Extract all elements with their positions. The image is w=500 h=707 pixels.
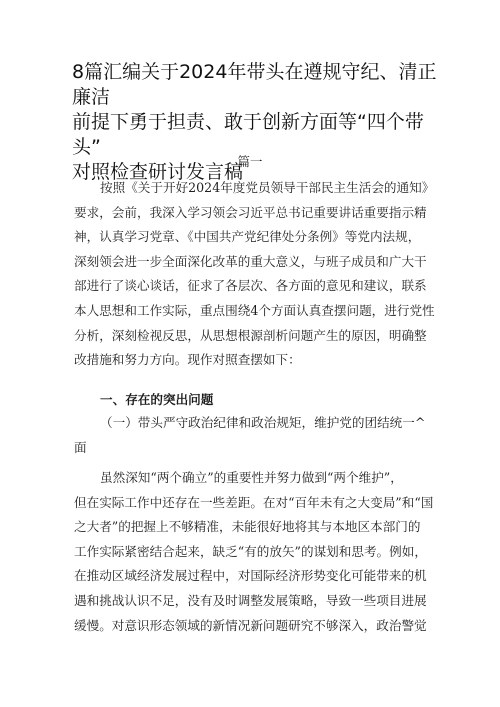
- title-line: 8篇汇编关于2024年带头在遵规守纪、清正廉洁: [72, 61, 437, 108]
- paragraph-line: 部进行了谈心谈话，征求了各层次、各方面的意见和建议，联系: [74, 278, 427, 294]
- paragraph-line: 虽然深知“两个确立”的重要性并努力做到“两个维护”，: [100, 470, 403, 485]
- subheading: [74, 411, 436, 460]
- paragraph-line: 按照《关于开好2024年度党员领导干部民主生活会的通知》: [100, 180, 435, 195]
- paragraph-line: 但在实际工作中还存在一些差距。在对“百年未有之大变局”和“国: [74, 494, 434, 510]
- paragraph-line: 改措施和努力方向。现作对照查摆如下：: [74, 352, 301, 368]
- body-paragraph: [74, 466, 436, 638]
- paragraph-line: 分析，深刻检视反思，从思想根源剖析问题产生的原因，明确整: [74, 327, 427, 343]
- paragraph-line: 工作实际紧密结合起来，缺乏“有的放矢”的谋划和思考。例如，: [74, 543, 427, 559]
- subheading-line: （一）带头严守政治纪律和政治规矩，维护党的团结统一^: [100, 415, 426, 430]
- title-line: 对照检查研讨发言稿: [72, 161, 244, 183]
- intro-paragraph: [74, 176, 436, 373]
- paragraph-line: 神，认真学习党章、《中国共产党纪律处分条例》等党内法规，: [74, 229, 421, 245]
- paragraph-line: 缓慢。对意识形态领域的新情况新问题研究不够深入，政治警觉: [74, 617, 427, 633]
- title-line: 前提下勇于担责、敢于创新方面等“四个带头”: [72, 111, 424, 158]
- paragraph-line: 之大者”的把握上不够精准，未能很好地将其与本地区本部门的: [74, 519, 421, 535]
- subheading-line: 面: [74, 439, 87, 455]
- paragraph-line: 遇和挑战认识不足，没有及时调整发展策略，导致一些项目进展: [74, 592, 427, 608]
- paragraph-line: 本人思想和工作实际，重点围绕4个方面认真查摆问题，进行党性: [74, 302, 435, 318]
- heading-one: 一、存在的突出问题: [100, 392, 214, 407]
- paragraph-line: 在推动区域经济发展过程中，对国际经济形势变化可能带来的机: [74, 568, 427, 584]
- paragraph-line: 要求，会前，我深入学习领会习近平总书记重要讲话重要指示精: [74, 204, 427, 220]
- section-heading: 篇一: [237, 154, 263, 169]
- paragraph-line: 深刻领会进一步全面深化改革的重大意义，与班子成员和广大干: [74, 253, 427, 269]
